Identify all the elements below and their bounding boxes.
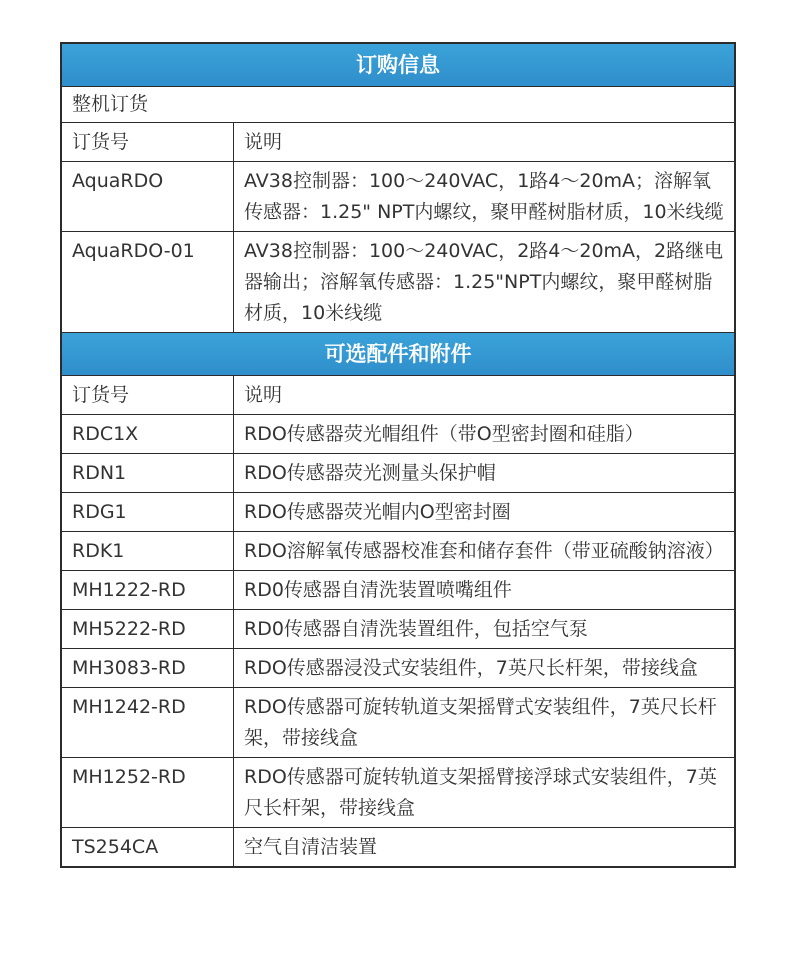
order-number-cell: MH3083-RD [62, 649, 234, 687]
order-number-cell: MH1222-RD [62, 571, 234, 609]
column-header-description: 说明 [244, 131, 283, 153]
description-cell: RDO传感器可旋转轨道支架摇臂式安装组件，7英尺长杆架，带接线盒 [244, 696, 717, 749]
table-row [62, 758, 734, 828]
description-cell: RDO传感器荧光帽内O型密封圈 [244, 501, 511, 523]
table-row [62, 828, 734, 866]
table-row [62, 415, 734, 454]
description-cell: RDO传感器荧光帽组件（带O型密封圈和硅脂） [244, 423, 644, 445]
description-cell: 空气自清洁装置 [244, 836, 378, 858]
table-header-row [62, 376, 734, 415]
column-header-description: 说明 [244, 384, 283, 406]
column-header-order-number: 订货号 [62, 376, 234, 414]
description-cell: RDO传感器浸没式安装组件，7英尺长杆架，带接线盒 [244, 657, 698, 679]
table-row [62, 454, 734, 493]
description-cell: RDO传感器荧光测量头保护帽 [244, 462, 496, 484]
table-row [62, 571, 734, 610]
order-number-cell: RDN1 [62, 454, 234, 492]
table-row [62, 493, 734, 532]
order-number-cell: AquaRDO-01 [62, 232, 234, 332]
description-cell: RDO溶解氧传感器校准套和储存套件（带亚硫酸钠溶液） [244, 540, 724, 562]
table-row [62, 232, 734, 333]
description-cell: AV38控制器：100～240VAC，2路4～20mA，2路继电器输出；溶解氧传感器：1.25"NPT内螺纹，聚甲醛树脂材质，10米线缆 [244, 240, 724, 324]
table-header-row [62, 123, 734, 162]
order-number-cell: MH5222-RD [62, 610, 234, 648]
column-header-order-number: 订货号 [62, 123, 234, 161]
order-number-cell: RDK1 [62, 532, 234, 570]
order-number-cell: MH1242-RD [62, 688, 234, 757]
table-row [62, 688, 734, 758]
table-row [62, 532, 734, 571]
description-cell: AV38控制器：100～240VAC，1路4～20mA；溶解氧传感器：1.25" NPT内螺纹，聚甲醛树脂材质，10米线缆 [244, 170, 724, 223]
order-number-cell: RDC1X [62, 415, 234, 453]
order-number-cell: TS254CA [62, 828, 234, 866]
table-row [62, 610, 734, 649]
order-number-cell: AquaRDO [62, 162, 234, 231]
order-number-cell: RDG1 [62, 493, 234, 531]
description-cell: RD0传感器自清洗装置组件，包括空气泵 [244, 618, 588, 640]
description-cell: RD0传感器自清洗装置喷嘴组件 [244, 579, 512, 601]
table-row [62, 162, 734, 232]
section-header-optional-accessories: 可选配件和附件 [62, 333, 734, 376]
section-header-ordering-info: 订购信息 [62, 44, 734, 87]
ordering-table [60, 42, 736, 868]
description-cell: RDO传感器可旋转轨道支架摇臂接浮球式安装组件，7英尺长杆架，带接线盒 [244, 766, 717, 819]
subheader-complete-unit: 整机订货 [62, 87, 734, 123]
table-row [62, 649, 734, 688]
order-number-cell: MH1252-RD [62, 758, 234, 827]
